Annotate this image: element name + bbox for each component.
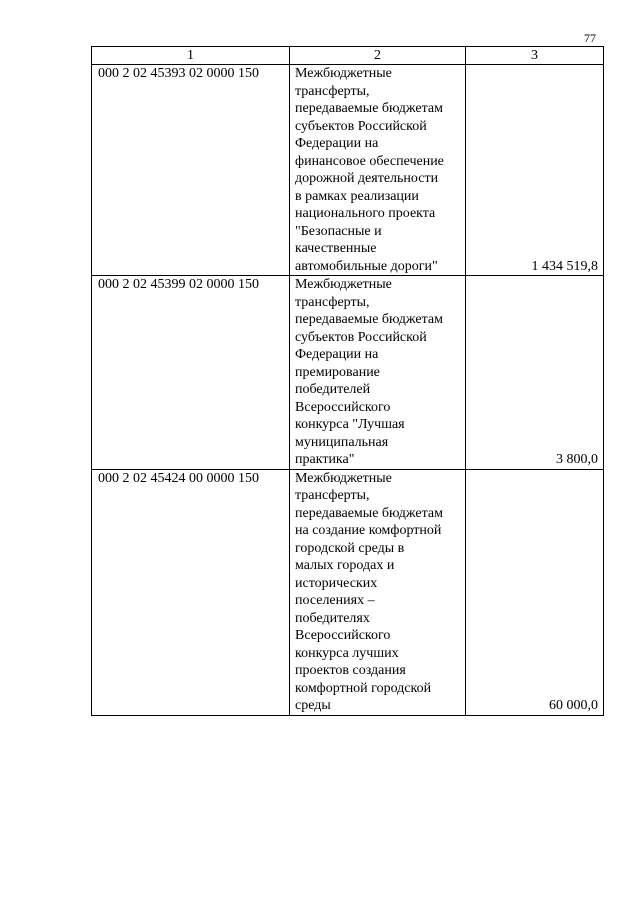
column-header-3: 3 — [466, 47, 604, 65]
amount-cell: 3 800,0 — [466, 276, 604, 470]
budget-code-cell: 000 2 02 45393 02 0000 150 — [92, 65, 290, 276]
budget-table — [91, 46, 604, 716]
description-cell: Межбюджетные трансферты, передаваемые бюджетам субъектов Российской Федерации на финансовое обеспечение дорожной деятельности в рамках реализации национального проекта "Безопасные и качественные автомобильные дороги" — [290, 65, 466, 276]
table-row — [92, 276, 604, 470]
amount-cell: 60 000,0 — [466, 469, 604, 715]
description-cell: Межбюджетные трансферты, передаваемые бюджетам на создание комфортной городской среды в малых городах и исторических поселениях – победителях Всероссийского конкурса лучших проектов создания комфортной городской среды — [290, 469, 466, 715]
table-header-row — [92, 47, 604, 65]
column-header-1: 1 — [92, 47, 290, 65]
budget-code-cell: 000 2 02 45399 02 0000 150 — [92, 276, 290, 470]
amount-cell: 1 434 519,8 — [466, 65, 604, 276]
page-number: 77 — [584, 31, 596, 45]
description-cell: Межбюджетные трансферты, передаваемые бюджетам субъектов Российской Федерации на премирование победителей Всероссийского конкурса "Лучшая муниципальная практика" — [290, 276, 466, 470]
budget-code-cell: 000 2 02 45424 00 0000 150 — [92, 469, 290, 715]
table-row — [92, 469, 604, 715]
table-row — [92, 65, 604, 276]
column-header-2: 2 — [290, 47, 466, 65]
